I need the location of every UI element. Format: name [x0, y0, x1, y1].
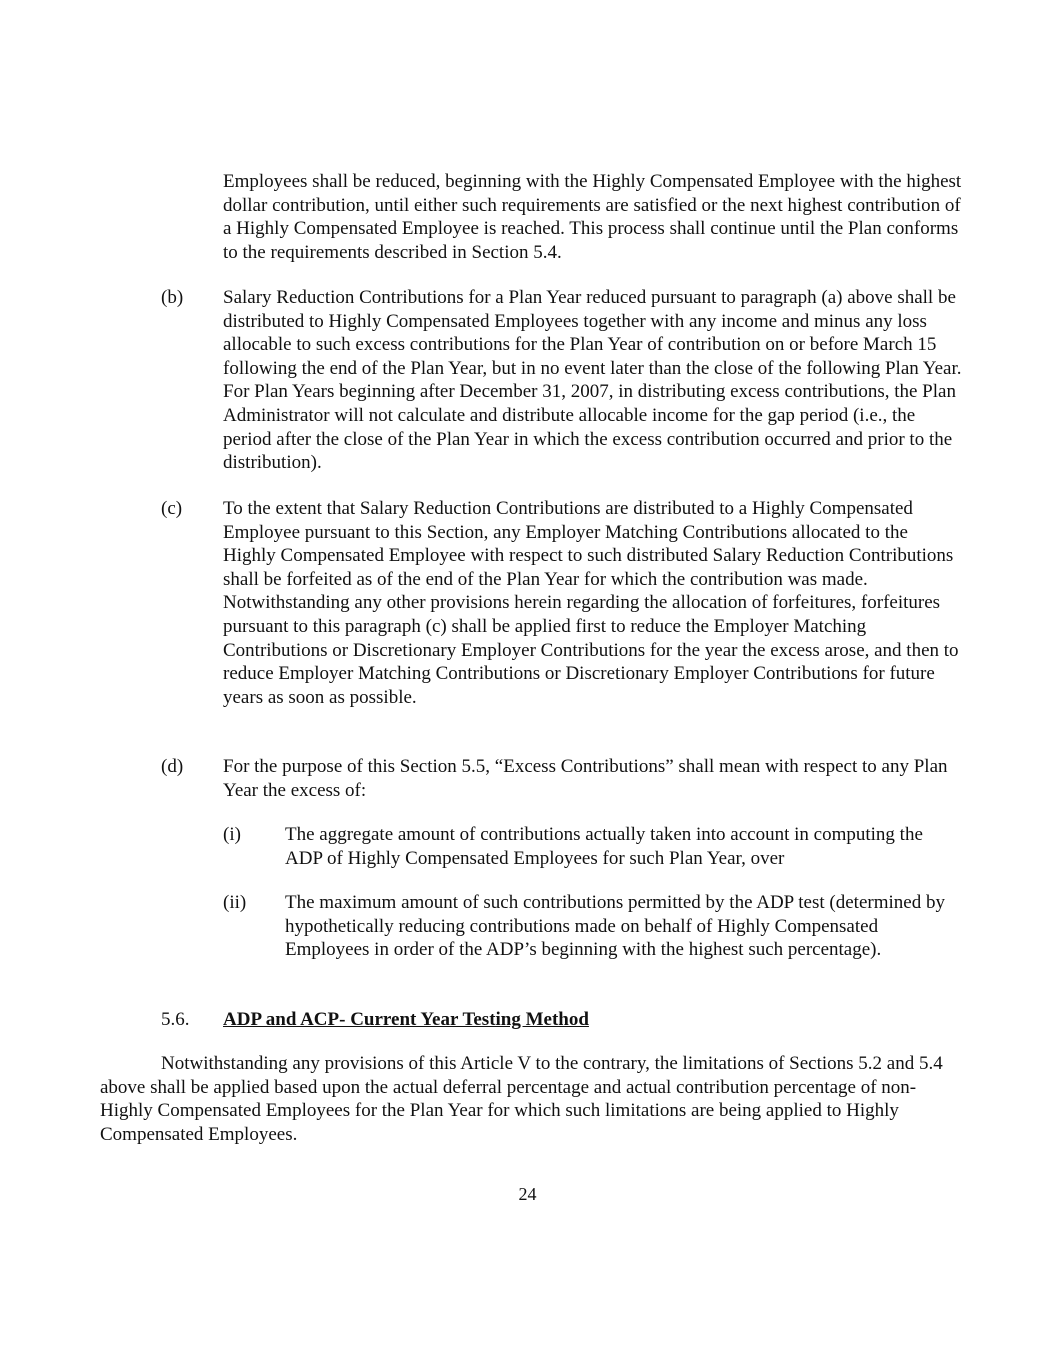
section-body-paragraph: Notwithstanding any provisions of this Article V to the contrary, the limitations of Sections 5.2 and 5.4 above shall be applied based upon the actual deferral percentage and actual contribution percentage of non-Highly Compensated Employees for the Plan Year for which such limitations are being applied to Highly Compensated Employees.: [100, 1053, 943, 1145]
subparagraph-i-text: The aggregate amount of contributions actually taken into account in computing the ADP of Highly Compensated Employees for such Plan Year, over: [285, 824, 923, 869]
section-title: ADP and ACP- Current Year Testing Method: [223, 1009, 589, 1030]
subparagraph-ii-label: (ii): [223, 892, 247, 913]
paragraph-d-text: For the purpose of this Section 5.5, “Excess Contributions” shall mean with respect to any Plan Year the excess of:: [223, 756, 948, 801]
paragraph-c-label: (c): [161, 498, 183, 519]
subparagraph-ii-text: The maximum amount of such contributions permitted by the ADP test (determined by hypothetically reducing contributions made on behalf of Highly Compensated Employees in order of the ADP’s beginning with the highest such percentage).: [285, 892, 945, 961]
subparagraph-i-label: (i): [223, 824, 241, 845]
paragraph-c-text: To the extent that Salary Reduction Contributions are distributed to a Highly Compensated Employee pursuant to this Section, any Employer Matching Contributions allocated to the Highly Compensated Employee with respect to such distributed Salary Reduction Contributions shall be forfeited as of the end of the Plan Year for which the contribution was made. Notwithstanding any other provisions herein regarding the allocation of forfeitures, forfeitures pursuant to this paragraph (c) shall be applied first to reduce the Employer Matching Contributions or Discretionary Employer Contributions for the year the excess arose, and then to reduce Employer Matching Contributions or Discretionary Employer Contributions for future years as soon as possible.: [223, 498, 959, 708]
continuation-paragraph: Employees shall be reduced, beginning with the Highly Compensated Employee with the highest dollar contribution, until either such requirements are satisfied or the next highest contribution of a Highly Compensated Employee is reached. This process shall continue until the Plan conforms to the requirements described in Section 5.4.: [223, 171, 962, 263]
page-number: 24: [518, 1184, 537, 1204]
paragraph-b-label: (b): [161, 287, 184, 308]
paragraph-d-label: (d): [161, 756, 184, 777]
paragraph-b-text: Salary Reduction Contributions for a Plan Year reduced pursuant to paragraph (a) above shall be distributed to Highly Compensated Employees together with any income and minus any loss allocable to such excess contributions for the Plan Year of contribution on or before March 15 following the end of the Plan Year, but in no event later than the close of the following Plan Year. For Plan Years beginning after December 31, 2007, in distributing excess contributions, the Plan Administrator will not calculate and distribute allocable income for the gap period (i.e., the period after the close of the Plan Year in which the excess contribution occurred and prior to the distribution).: [223, 287, 962, 474]
section-number: 5.6.: [161, 1009, 190, 1030]
